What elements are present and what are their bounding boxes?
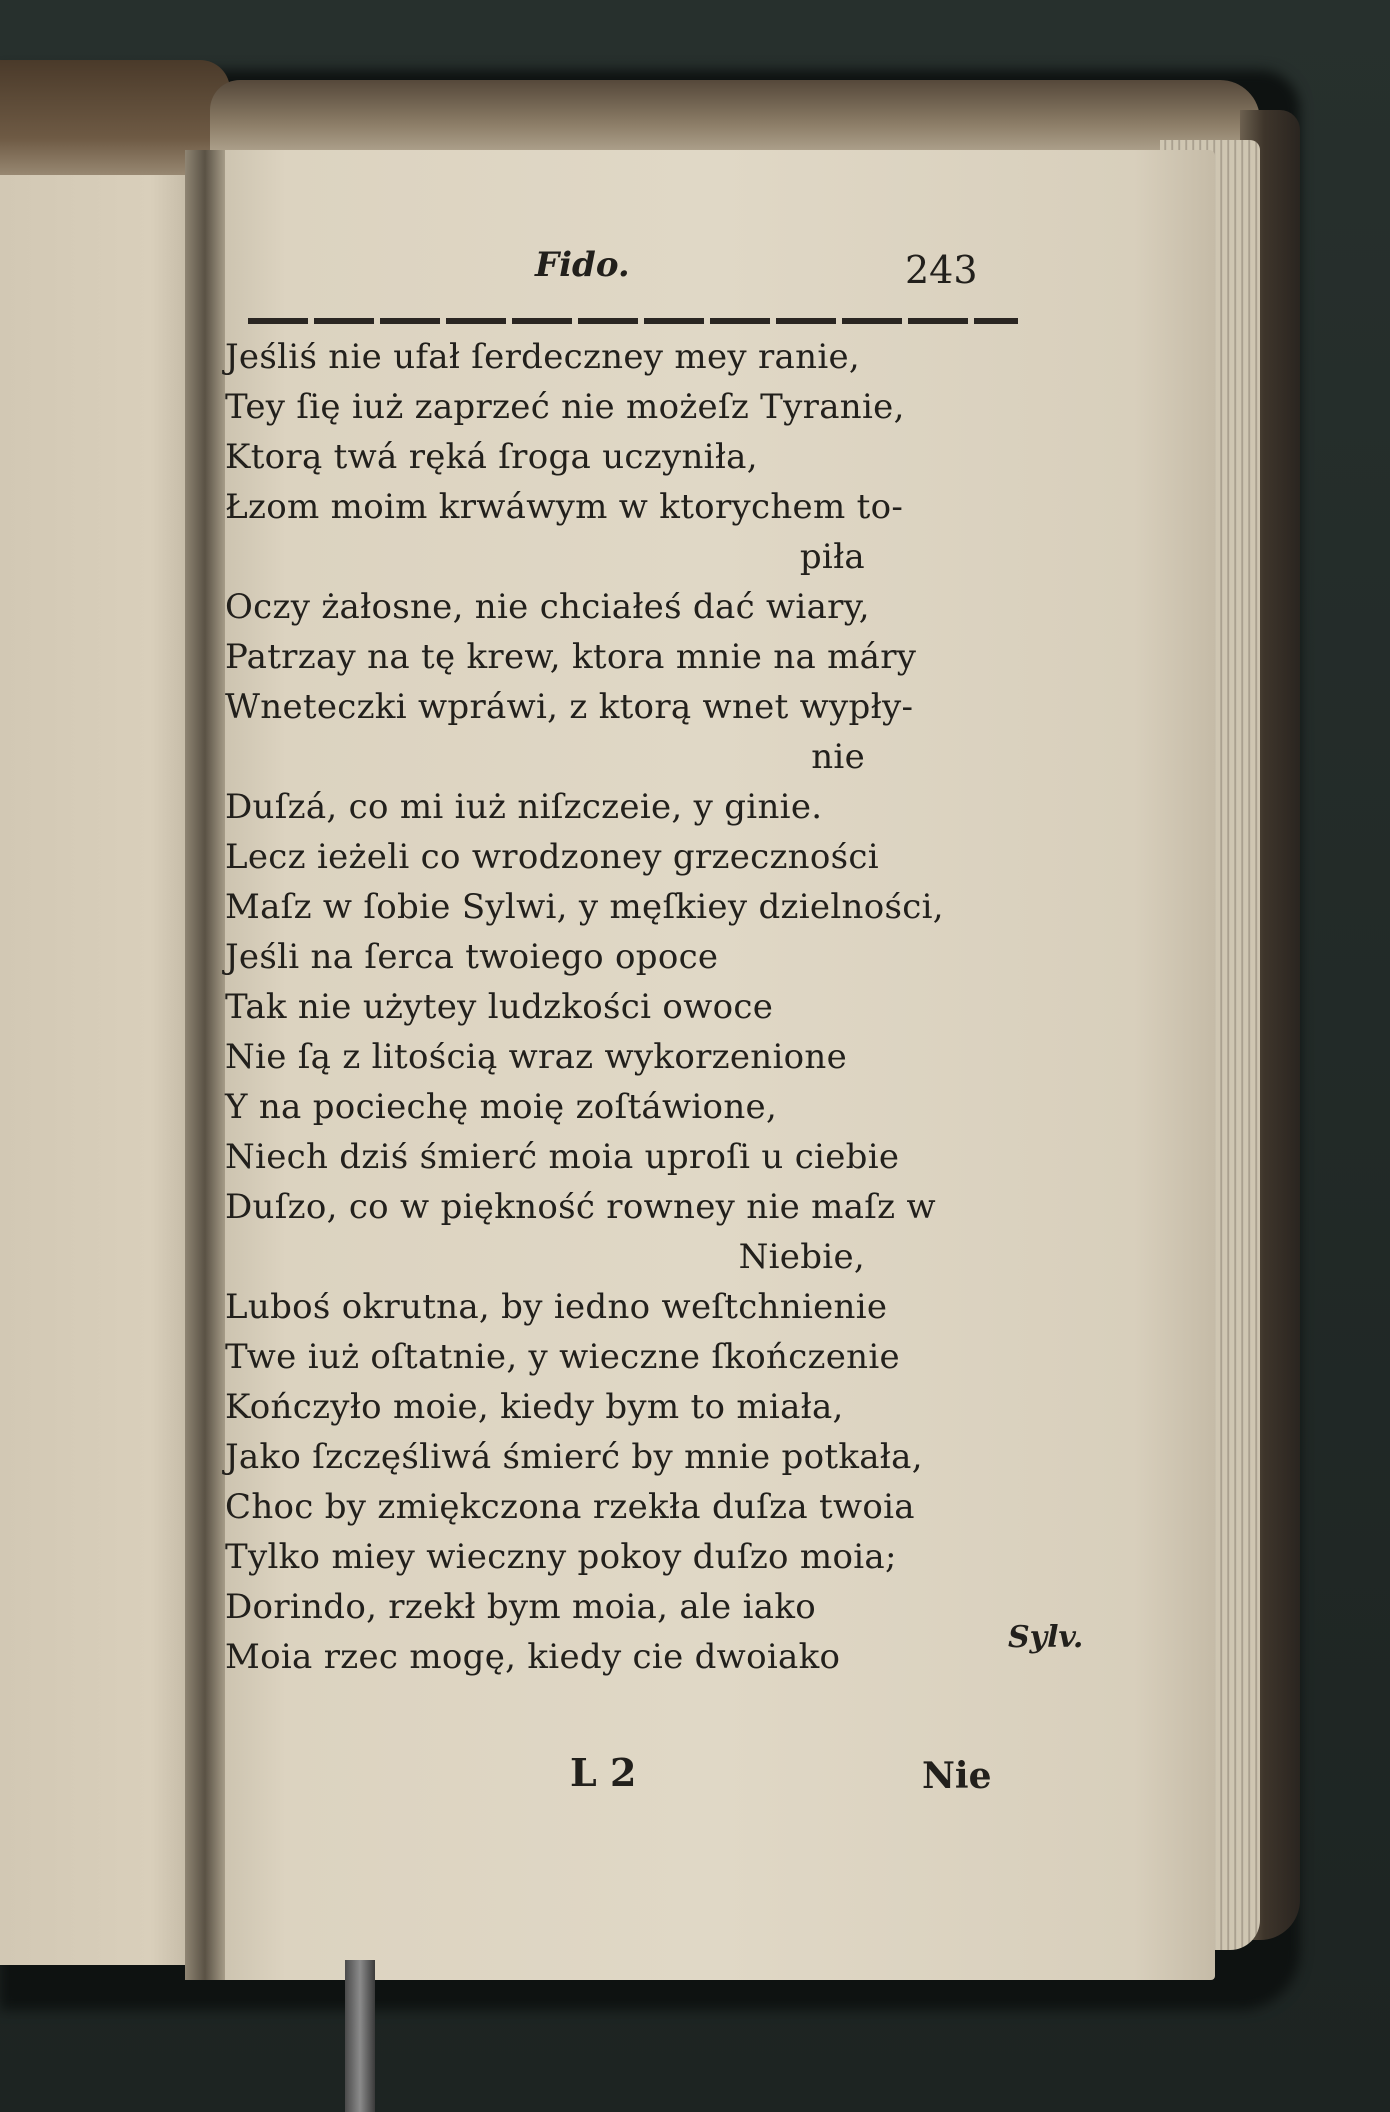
gutter xyxy=(185,150,225,1980)
verse-line: Tylko miey wieczny pokoy duſzo moia; xyxy=(225,1537,897,1577)
right-page-text xyxy=(225,332,1025,1682)
running-header-title: Fido. xyxy=(535,245,630,285)
verse-line: Oczy żałosne, nie chciałeś dać wiary, xyxy=(225,587,870,627)
verse-line: Wneteczki wpráwi, z ktorą wnet wypły- xyxy=(225,687,914,727)
verse-line: Łzom moim krwáwym w ktorychem to- xyxy=(225,487,904,527)
verse-line: Tey ſię iuż zaprzeć nie możeſz Tyranie, xyxy=(225,387,905,427)
verse-line: Lecz ieżeli co wrodzoney grzeczności xyxy=(225,837,879,877)
verse-line: Jako ſzczęśliwá śmierć by mnie potkała, xyxy=(225,1437,923,1477)
verse-line: Dorindo, rzekł bym moia, ale iako xyxy=(225,1587,817,1627)
verse-line: Choc by zmiękczona rzekła duſza twoia xyxy=(225,1487,915,1527)
verse-line: Duſzo, co w piękność rowney nie maſz w xyxy=(225,1187,936,1227)
verse-line-continuation: piła xyxy=(799,537,865,577)
verse-line: Luboś okrutna, by iedno weſtchnienie xyxy=(225,1287,888,1327)
verse-line: Duſzá, co mi iuż niſzczeie, y ginie. xyxy=(225,787,823,827)
verse-line: Patrzay na tę krew, ktora mnie na máry xyxy=(225,637,917,677)
page-number: 243 xyxy=(905,248,978,292)
verse-line: Niech dziś śmierć moia uproſi u ciebie xyxy=(225,1137,900,1177)
speaker-label: Sylv. xyxy=(1008,1620,1084,1655)
header-rule xyxy=(248,318,1018,324)
verse-line: Twe iuż oſtatnie, y wieczne ſkończenie xyxy=(225,1337,900,1377)
verse-line: Jeśli na ſerca twoiego opoce xyxy=(225,937,719,977)
catchword: Nie xyxy=(922,1755,992,1797)
verse-line: Tak nie użytey ludzkości owoce xyxy=(225,987,774,1027)
left-page xyxy=(0,175,215,1965)
verse-line-continuation: Niebie, xyxy=(738,1237,865,1277)
verse-line: Kończyło moie, kiedy bym to miała, xyxy=(225,1387,844,1427)
verse-line: Nie ſą z litością wraz wykorzenione xyxy=(225,1037,848,1077)
verse-line: Jeśliś nie ufał ſerdeczney mey ranie, xyxy=(225,337,861,377)
verse-line: Ktorą twá ręká ſroga uczyniła, xyxy=(225,437,758,477)
verse-line: Moia rzec mogę, kiedy cie dwoiako xyxy=(225,1637,841,1677)
bookmark-ribbon xyxy=(345,1960,375,2112)
verse-line: Y na pociechę moię zoſtáwione, xyxy=(225,1087,778,1127)
verse-line: Maſz w ſobie Sylwi, y męſkiey dzielności, xyxy=(225,887,944,927)
signature-mark: L 2 xyxy=(570,1750,637,1795)
verse-line-continuation: nie xyxy=(811,737,865,777)
